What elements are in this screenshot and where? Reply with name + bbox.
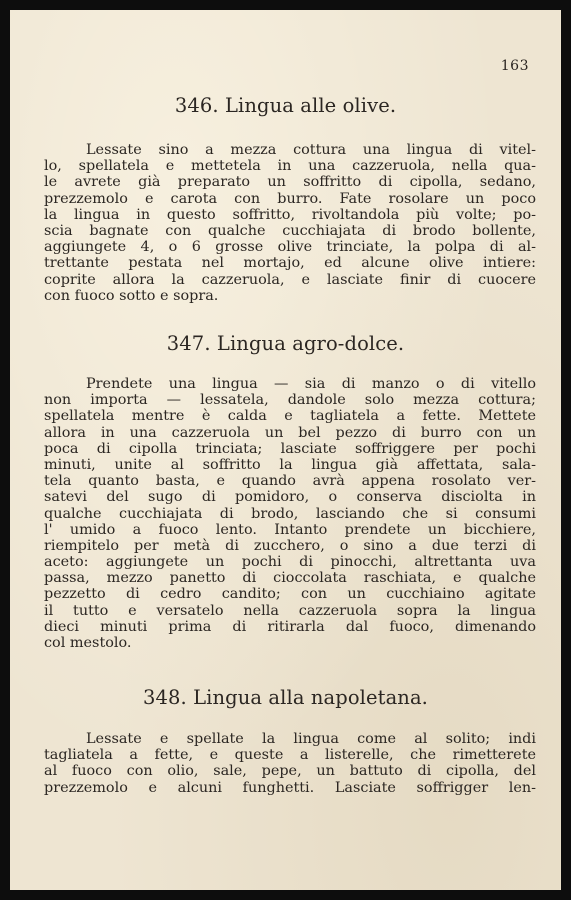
recipe-title-347: 347. Lingua agro-dolce. xyxy=(166,332,405,355)
recipe-text-347 xyxy=(44,376,536,651)
text-line: il tutto e versatelo nella cazzeruola sopra la lingua xyxy=(44,602,536,619)
text-line: aggiungete 4, o 6 grosse olive trinciate, la polpa di al- xyxy=(44,239,536,256)
text-line: minuti, unite al soffritto la lingua già affettata, sala- xyxy=(44,456,536,473)
text-line: satevi del sugo di pomidoro, o conserva disciolta in xyxy=(44,489,536,506)
text-line: prezzemolo e carota con burro. Fate rosolare un poco xyxy=(44,190,536,207)
text-line: tagliatela a fette, e queste a listerelle, che rimetterete xyxy=(44,747,536,764)
text-line: qualche cucchiajata di brodo, lasciando che si consumi xyxy=(44,505,536,522)
text-line: poca di cipolla trinciata; lasciate soffriggere per pochi xyxy=(44,440,536,457)
recipe-title-346: 346. Lingua alle olive. xyxy=(174,94,397,117)
text-line: non importa — lessatela, dandole solo mezza cottura; xyxy=(44,392,536,409)
text-line: col mestolo. xyxy=(44,635,132,651)
text-line: coprite allora la cazzeruola, e lasciate finir di cuocere xyxy=(44,271,536,288)
text-line: riempitelo per metà di zucchero, o sino a due terzi di xyxy=(44,537,536,554)
page-number: 163 xyxy=(500,58,529,74)
text-line: aceto: aggiungete un pochi di pinocchi, altrettanta uva xyxy=(44,554,536,571)
text-line: prezzemolo e alcuni funghetti. Lasciate soffrigger len- xyxy=(44,779,536,796)
text-line: Prendete una lingua — sia di manzo o di vitello xyxy=(86,376,536,392)
text-line: Lessate sino a mezza cottura una lingua di vitel- xyxy=(86,142,536,158)
text-line: Lessate e spellate la lingua come al solito; indi xyxy=(86,731,536,747)
recipe-text-348 xyxy=(44,731,536,796)
book-page xyxy=(10,10,561,890)
text-line: l' umido a fuoco lento. Intanto prendete un bicchiere, xyxy=(44,521,536,538)
text-line: spellatela mentre è calda e tagliatela a fette. Mettete xyxy=(44,408,536,425)
recipe-title-348: 348. Lingua alla napoletana. xyxy=(143,686,428,709)
text-line: passa, mezzo panetto di cioccolata raschiata, e qualche xyxy=(44,570,536,587)
recipe-text-346 xyxy=(44,142,536,304)
text-line: lo, spellatela e mettetela in una cazzeruola, nella qua- xyxy=(44,158,536,175)
text-line: con fuoco sotto e sopra. xyxy=(44,287,219,304)
text-line: al fuoco con olio, sale, pepe, un battuto di cipolla, del xyxy=(44,763,536,780)
text-line: trettante pestata nel mortajo, ed alcune olive intiere: xyxy=(44,255,536,272)
text-line: pezzetto di cedro candito; con un cucchiaino agitate xyxy=(44,586,536,603)
text-line: scia bagnate con qualche cucchiajata di brodo bollente, xyxy=(44,222,536,239)
text-line: le avrete già preparato un soffritto di cipolla, sedano, xyxy=(44,174,536,191)
text-line: la lingua in questo soffritto, rivoltandola più volte; po- xyxy=(44,206,536,223)
text-line: dieci minuti prima di ritirarla dal fuoco, dimenando xyxy=(44,618,536,635)
text-line: allora in una cazzeruola un bel pezzo di burro con un xyxy=(44,424,536,441)
text-line: tela quanto basta, e quando avrà appena rosolato ver- xyxy=(44,473,536,490)
